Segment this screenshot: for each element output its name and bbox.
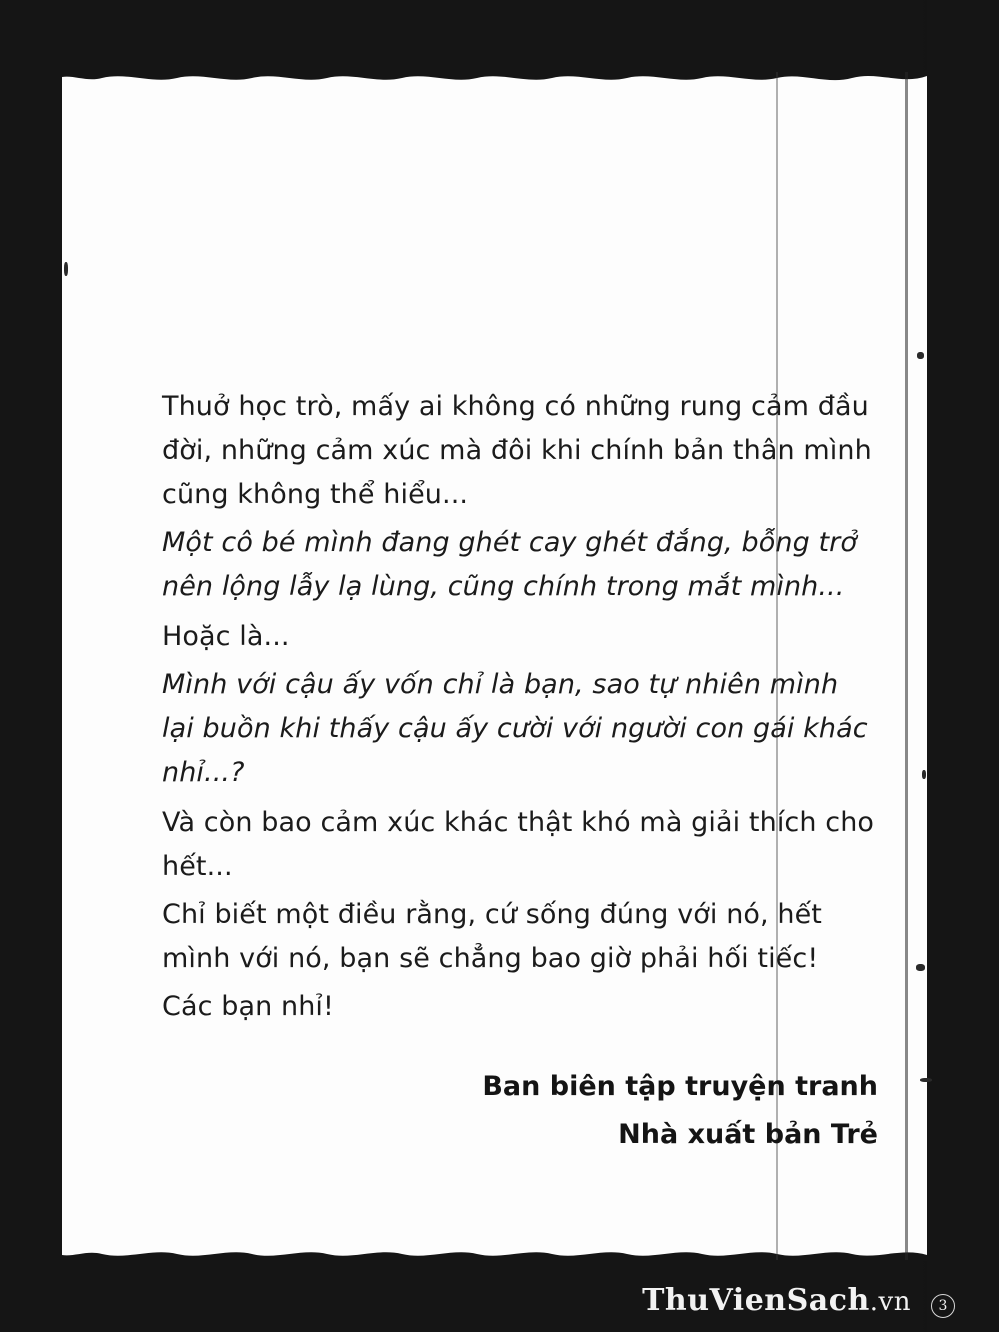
watermark-tld-text: .vn: [869, 1287, 911, 1317]
site-watermark: [642, 1283, 911, 1318]
scan-speck: [920, 1078, 932, 1082]
scan-speck: [922, 770, 926, 779]
paper-torn-edge-bottom: [62, 1245, 927, 1261]
signature-line-2: Nhà xuất bản Trẻ: [618, 1119, 878, 1150]
scan-speck: [916, 964, 925, 971]
paragraph-6: Chỉ biết một điều rằng, cứ sống đúng với nó, hết mình với nó, bạn sẽ chẳng bao giờ phải hối tiếc!: [162, 899, 822, 974]
watermark-main-text: ThuVienSach: [642, 1283, 870, 1318]
signature-line-1: Ban biên tập truyện tranh: [482, 1071, 878, 1102]
paragraph-5: Và còn bao cảm xúc khác thật khó mà giải thích cho hết...: [162, 807, 875, 882]
paragraph-1: Thuở học trò, mấy ai không có những rung cảm đầu đời, những cảm xúc mà đôi khi chính bản thân mình cũng không thể hiểu...: [162, 391, 872, 510]
scan-border-right: [927, 0, 999, 1332]
scan-speck: [917, 352, 924, 359]
scan-fold-line-secondary: [905, 72, 908, 1260]
page-text-body: [162, 385, 878, 1159]
scan-border-left: [0, 0, 62, 1332]
paper-torn-edge-top: [62, 71, 927, 87]
scan-speck: [64, 262, 68, 276]
paragraph-4: Mình với cậu ấy vốn chỉ là bạn, sao tự nhiên mình lại buồn khi thấy cậu ấy cười với người con gái khác nhỉ...?: [162, 669, 868, 788]
page-number-badge: 3: [931, 1294, 955, 1318]
paragraph-7: Các bạn nhỉ!: [162, 991, 334, 1022]
paragraph-2: Một cô bé mình đang ghét cay ghét đắng, bỗng trở nên lộng lẫy lạ lùng, cũng chính trong mắt mình...: [162, 527, 858, 602]
signature-block: [162, 1063, 878, 1159]
scan-border-top: [0, 0, 999, 72]
paragraph-3: Hoặc là...: [162, 621, 290, 652]
